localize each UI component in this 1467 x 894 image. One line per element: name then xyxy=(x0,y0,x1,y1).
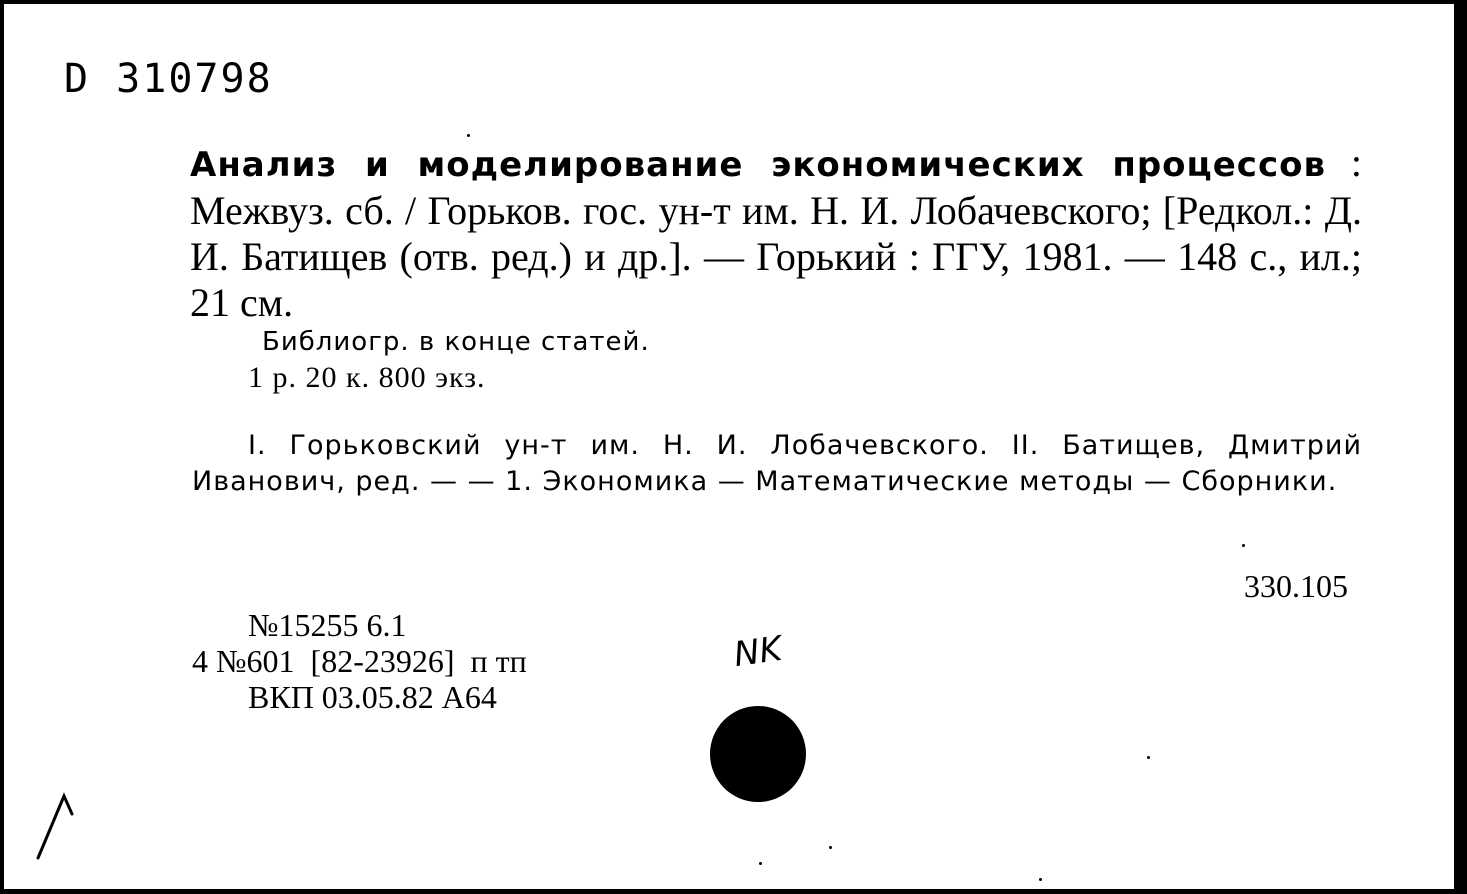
bibliography-note: Библиогр. в конце статей. xyxy=(262,327,650,357)
speck-icon xyxy=(1242,544,1245,547)
imprint: : Межвуз. сб. / Горьков. гос. ун-т им. Н. И. Лобачевского; [Редкол.: Д. И. Батищев (отв. ред.) и др.]. — Горький : ГГУ, 1981. — 148 с., ил.; 21 см. xyxy=(190,140,1362,325)
book-title: Анализ и моделирование экономических процессов xyxy=(190,145,1326,185)
bibliographic-description xyxy=(190,140,1362,326)
registration-line-3: ВКП 03.05.82 А64 xyxy=(248,679,497,715)
speck-icon xyxy=(467,134,470,137)
class-number: 330.105 xyxy=(1244,568,1348,604)
registration-line-2: 4 №601 [82-23926] п тп xyxy=(192,643,527,679)
subject-tracing: I. Горьковский ун-т им. Н. И. Лобачевского. II. Батищев, Дмитрий Иванович, ред. — — 1. Экономика — Математические методы — Сборники. xyxy=(192,430,1362,497)
speck-icon xyxy=(759,862,762,865)
handwritten-initials: NK xyxy=(731,628,785,676)
punch-hole-icon xyxy=(710,706,806,802)
registration-line-1: №15255 6.1 xyxy=(248,607,407,643)
speck-icon xyxy=(1147,756,1150,759)
pen-stroke-icon xyxy=(34,792,78,862)
call-number: D 310798 xyxy=(64,56,273,102)
price-line: 1 р. 20 к. 800 экз. xyxy=(248,361,486,394)
speck-icon xyxy=(829,846,832,849)
speck-icon xyxy=(1039,878,1042,881)
